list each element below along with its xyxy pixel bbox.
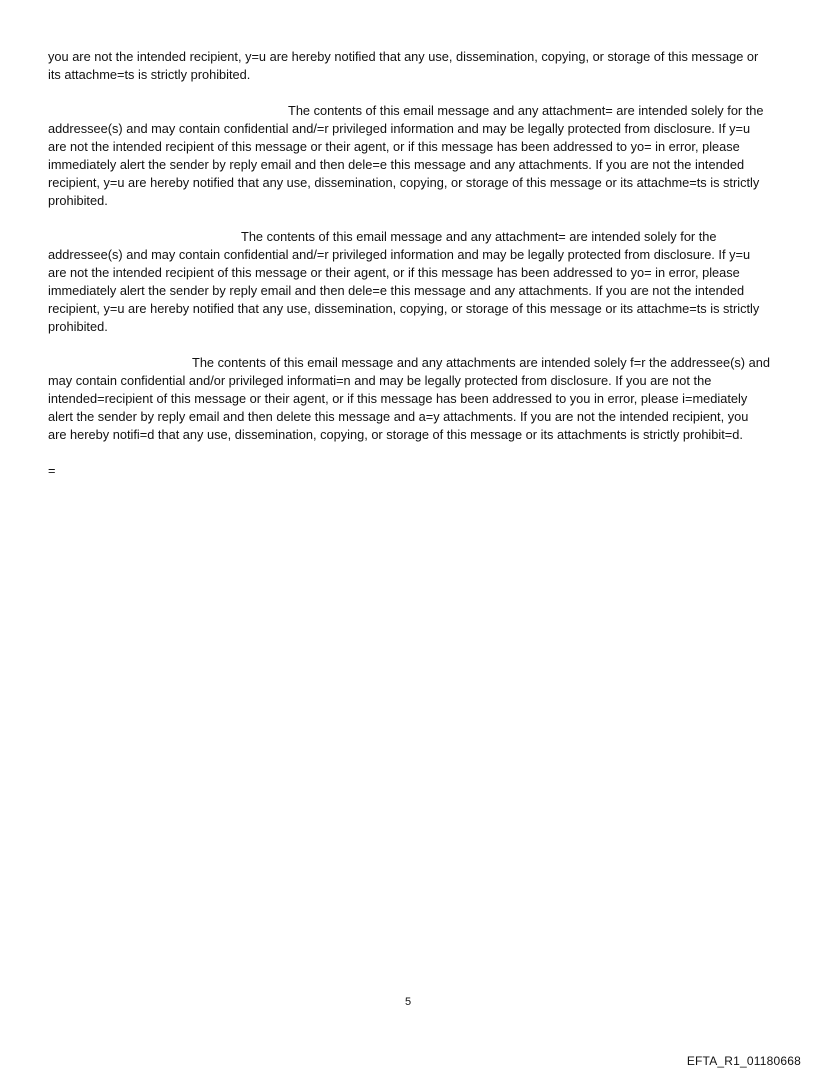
disclaimer-paragraph-2: The contents of this email message and any attachment= are intended solely for the addressee(s) and may contain confidential and/=r privileged information and may be legally protected from disclosure. If y=u are not the intended recipient of this message or their agent, or if this message has been addressed to yo= in error, please immediately alert the sender by reply email and then dele=e this message and any attachments. If you are not the intended recipient, y=u are hereby notified that any use, dissemination, copying, or storage of this message or its attachme=ts is strictly prohibited.: [48, 103, 764, 208]
disclaimer-paragraph-1: you are not the intended recipient, y=u are hereby notified that any use, dissemination, copying, or storage of this message or its attachme=ts is strictly prohibited.: [48, 49, 759, 82]
disclaimer-paragraph-3: The contents of this email message and any attachment= are intended solely for the addressee(s) and may contain confidential and/=r privileged information and may be legally protected from disclosure. If y=u are not the intended recipient of this message or their agent, or if this message has been addressed to yo= in error, please immediately alert the sender by reply email and then dele=e this message and any attachments. If you are not the intended recipient, y=u are hereby notified that any use, dissemination, copying, or storage of this message or its attachme=ts is strictly prohibited.: [48, 229, 760, 334]
disclaimer-paragraph-4: The contents of this email message and any attachments are intended solely f=r the addressee(s) and may contain confidential and/or privileged informati=n and may be legally protected from disclosure. If you are not the intended=recipient of this message or their agent, or if this message has been addressed to you in error, please i=mediately alert the sender by reply email and then delete this message and a=y attachments. If you are not the intended recipient, you are hereby notifi=d that any use, dissemination, copying, or storage of this message or its attachments is strictly prohibit=d.: [48, 355, 770, 442]
trailing-equals-sign: =: [48, 463, 56, 478]
document-id: EFTA_R1_01180668: [686, 1054, 801, 1068]
page-number: 5: [404, 996, 412, 1008]
email-disclaimer-body: [48, 48, 770, 480]
